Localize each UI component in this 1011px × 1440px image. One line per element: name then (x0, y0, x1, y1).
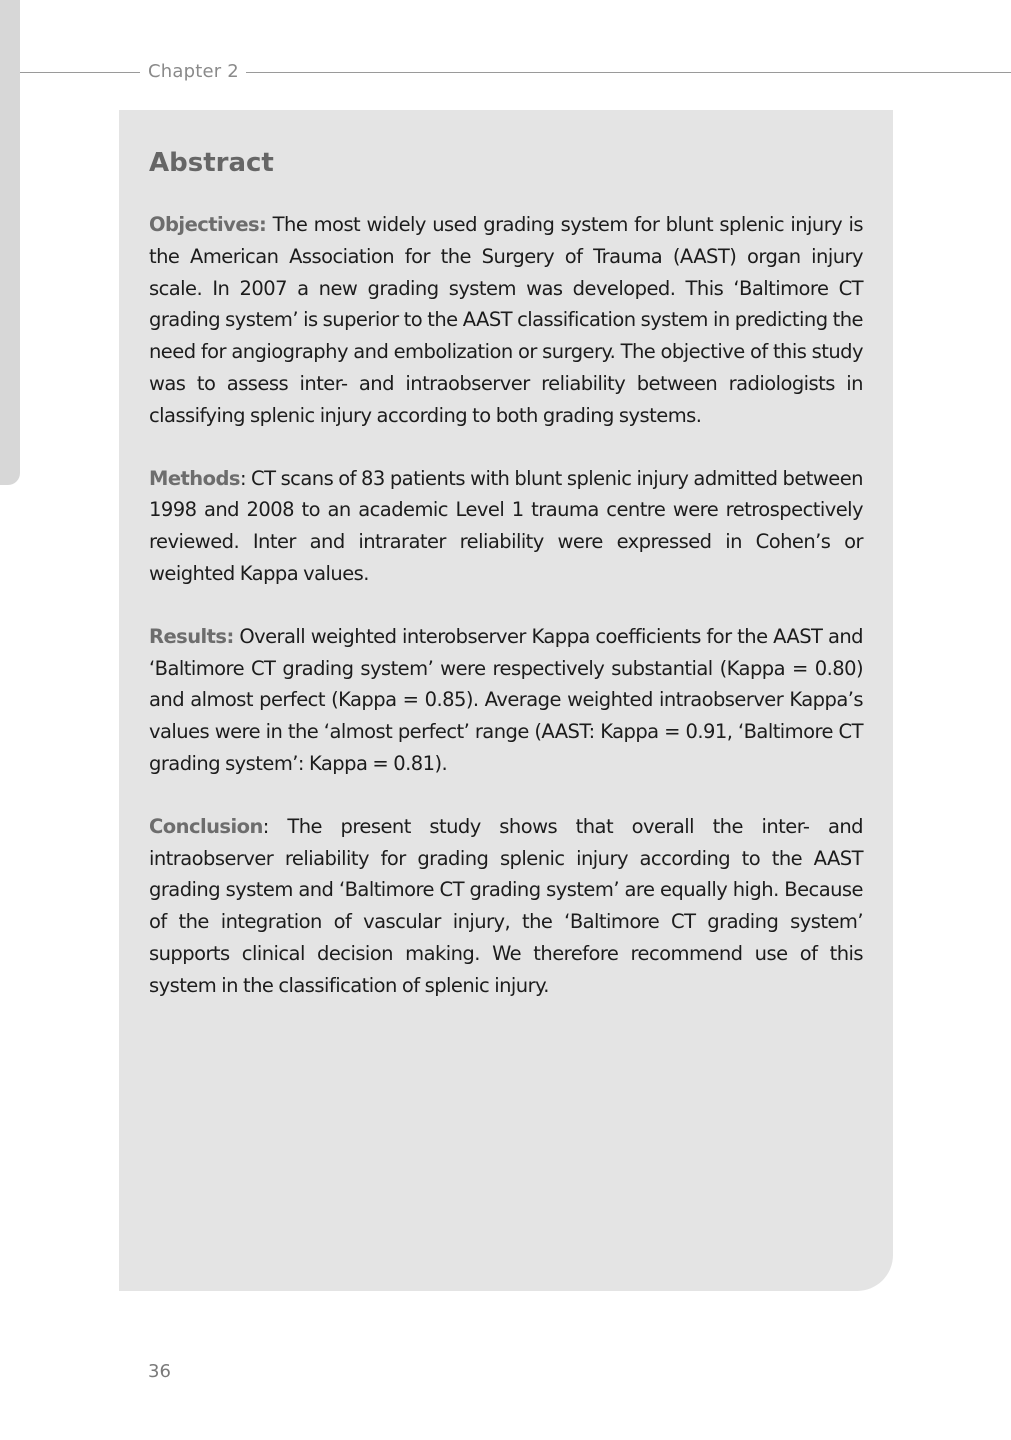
page-number: 36 (148, 1361, 171, 1382)
header-rule-left (20, 72, 140, 73)
abstract-title: Abstract (149, 148, 274, 178)
conclusion-label: Conclusion (149, 814, 263, 838)
conclusion-section (149, 811, 863, 1002)
results-text: Overall weighted interobserver Kappa coefficients for the AAST and ‘Baltimore CT grading system’ were respectively substantial (Kappa = 0.80) and almost perfect (Kappa = 0.85). Average weighted intraobserver Kappa’s values were in the ‘almost perfect’ range (AAST: Kappa = 0.91, ‘Baltimore CT grading system’: Kappa = 0.81). (149, 624, 863, 775)
methods-label: Methods (149, 466, 240, 490)
methods-section (149, 463, 863, 590)
abstract-box (119, 110, 893, 1291)
chapter-label: Chapter 2 (148, 61, 239, 82)
methods-text: : CT scans of 83 patients with blunt splenic injury admitted between 1998 and 2008 to an academic Level 1 trauma centre were retrospectively reviewed. Inter and intrarater reliability were expressed in Cohen’s or weighted Kappa values. (149, 466, 863, 585)
conclusion-text: : The present study shows that overall the inter- and intraobserver reliability for grading splenic injury according to the AAST grading system and ‘Baltimore CT grading system’ are equally high. Because of the integration of vascular injury, the ‘Baltimore CT grading system’ supports clinical decision making. We therefore recommend use of this system in the classification of splenic injury. (149, 814, 863, 997)
objectives-section (149, 209, 863, 432)
page-edge-tab (0, 0, 20, 485)
objectives-label: Objectives: (149, 213, 267, 236)
results-label: Results: (149, 624, 234, 648)
results-section (149, 621, 863, 780)
header-rule-right (246, 72, 1011, 73)
objectives-text: The most widely used grading system for blunt splenic injury is the American Association for the Surgery of Trauma (AAST) organ injury scale. In 2007 a new grading system was developed. This ‘Baltimore CT grading system’ is superior to the AAST classification system in predicting the need for angiography and embolization or surgery. The objective of this study was to assess inter- and intraobserver reliability between radiologists in classifying splenic injury according to both grading systems. (149, 213, 863, 427)
